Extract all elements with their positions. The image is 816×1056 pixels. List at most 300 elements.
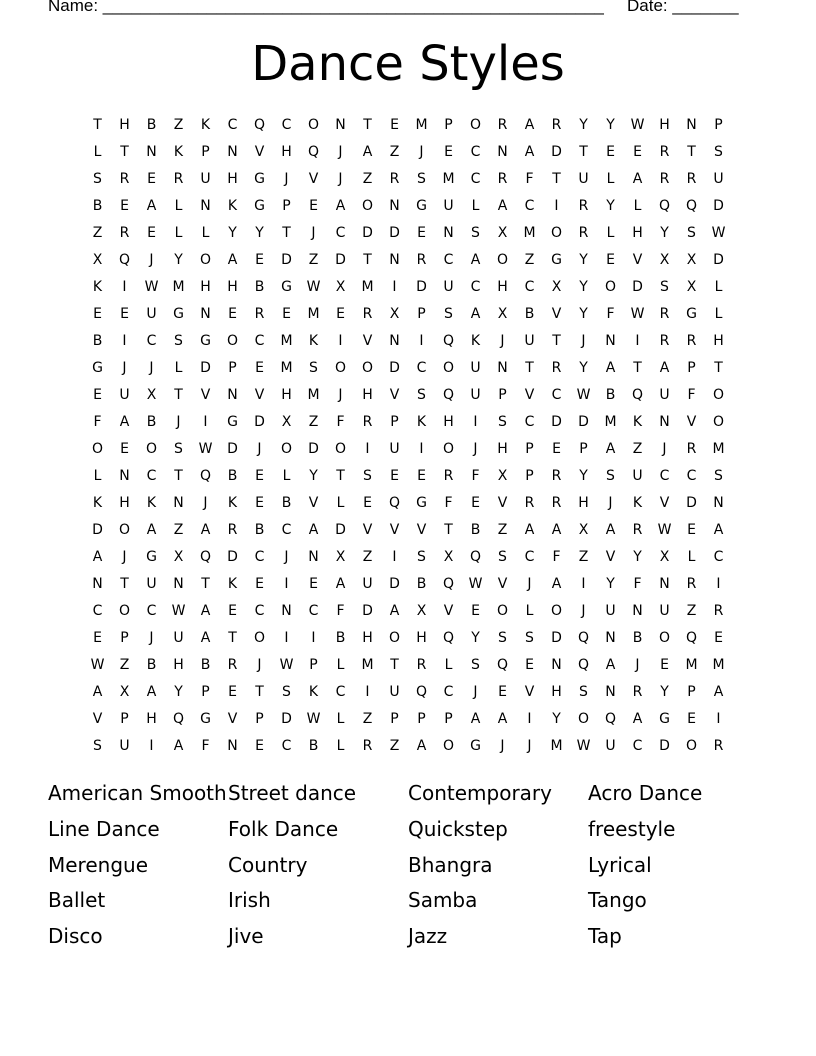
- grid-letter: S: [363, 468, 372, 484]
- grid-letter: Y: [579, 360, 588, 376]
- grid-letter: V: [389, 522, 400, 538]
- grid-letter: T: [579, 144, 588, 160]
- word-search-grid: [84, 112, 732, 760]
- grid-letter: O: [334, 360, 347, 376]
- grid-letter: A: [713, 684, 724, 700]
- grid-letter: I: [419, 333, 424, 349]
- grid-letter: T: [444, 522, 453, 538]
- grid-letter: N: [227, 738, 238, 754]
- grid-letter: X: [92, 252, 103, 268]
- grid-letter: T: [525, 360, 534, 376]
- grid-letter: E: [336, 306, 345, 322]
- grid-row: [84, 598, 732, 625]
- grid-letter: G: [227, 414, 238, 430]
- grid-letter: D: [713, 198, 724, 214]
- grid-letter: T: [633, 360, 642, 376]
- grid-letter: V: [362, 333, 373, 349]
- grid-letter: N: [686, 117, 697, 133]
- grid-letter: R: [713, 603, 724, 619]
- grid-letter: E: [147, 171, 156, 187]
- grid-letter: M: [280, 360, 293, 376]
- grid-letter: D: [227, 549, 238, 565]
- grid-letter: D: [686, 495, 697, 511]
- grid-letter: P: [390, 414, 399, 430]
- grid-letter: V: [254, 387, 265, 403]
- grid-letter: P: [120, 711, 129, 727]
- grid-letter: W: [576, 738, 591, 754]
- grid-letter: P: [201, 684, 210, 700]
- grid-letter: V: [254, 144, 265, 160]
- grid-letter: R: [389, 171, 400, 187]
- grid-letter: A: [605, 657, 616, 673]
- grid-letter: D: [551, 630, 562, 646]
- grid-letter: D: [200, 360, 211, 376]
- grid-letter: E: [633, 144, 642, 160]
- grid-letter: D: [632, 279, 643, 295]
- grid-letter: M: [361, 279, 374, 295]
- grid-letter: F: [471, 468, 480, 484]
- grid-letter: R: [227, 657, 238, 673]
- grid-letter: T: [174, 387, 183, 403]
- grid-letter: R: [416, 252, 427, 268]
- grid-letter: C: [524, 549, 535, 565]
- grid-letter: A: [524, 117, 535, 133]
- grid-letter: P: [255, 711, 264, 727]
- grid-letter: D: [335, 252, 346, 268]
- word-list: [48, 778, 768, 957]
- grid-letter: B: [254, 522, 265, 538]
- grid-letter: Y: [606, 198, 615, 214]
- grid-letter: E: [93, 630, 102, 646]
- grid-row: [84, 274, 732, 301]
- grid-letter: W: [657, 522, 672, 538]
- grid-letter: K: [470, 333, 481, 349]
- grid-letter: A: [200, 603, 211, 619]
- grid-letter: R: [497, 117, 508, 133]
- grid-letter: R: [632, 684, 643, 700]
- grid-letter: J: [473, 684, 478, 700]
- word-list-item: Tap: [588, 924, 622, 949]
- grid-letter: D: [308, 441, 319, 457]
- grid-letter: S: [498, 630, 507, 646]
- grid-letter: N: [335, 117, 346, 133]
- grid-letter: Z: [308, 414, 319, 430]
- grid-letter: T: [336, 468, 345, 484]
- grid-letter: Q: [685, 630, 698, 646]
- grid-letter: J: [284, 171, 289, 187]
- grid-letter: M: [712, 657, 725, 673]
- grid-letter: N: [281, 603, 292, 619]
- grid-letter: O: [199, 252, 212, 268]
- grid-letter: W: [711, 225, 726, 241]
- grid-letter: J: [149, 252, 154, 268]
- grid-letter: W: [576, 387, 591, 403]
- grid-letter: D: [362, 225, 373, 241]
- grid-letter: N: [146, 144, 157, 160]
- grid-letter: M: [172, 279, 185, 295]
- grid-letter: K: [308, 333, 319, 349]
- grid-letter: B: [227, 468, 238, 484]
- grid-letter: M: [685, 657, 698, 673]
- grid-letter: X: [173, 549, 184, 565]
- grid-letter: C: [686, 468, 697, 484]
- grid-letter: U: [362, 576, 373, 592]
- word-list-item: Bhangra: [408, 852, 493, 877]
- grid-letter: C: [281, 738, 292, 754]
- grid-letter: Q: [172, 711, 185, 727]
- grid-letter: G: [254, 171, 265, 187]
- grid-letter: C: [659, 468, 670, 484]
- grid-letter: Q: [442, 630, 455, 646]
- grid-letter: K: [173, 144, 184, 160]
- word-list-item: Disco: [48, 924, 103, 949]
- grid-letter: C: [227, 117, 238, 133]
- grid-letter: H: [362, 630, 373, 646]
- grid-letter: V: [659, 495, 670, 511]
- grid-letter: B: [92, 198, 103, 214]
- grid-letter: E: [444, 144, 453, 160]
- grid-row: [84, 436, 732, 463]
- grid-letter: X: [497, 306, 508, 322]
- grid-letter: Y: [309, 468, 318, 484]
- grid-row: [84, 544, 732, 571]
- grid-letter: C: [146, 333, 157, 349]
- grid-letter: H: [119, 117, 130, 133]
- grid-letter: P: [525, 441, 534, 457]
- grid-letter: O: [91, 441, 104, 457]
- grid-letter: Q: [442, 333, 455, 349]
- grid-letter: K: [146, 495, 157, 511]
- grid-row: [84, 247, 732, 274]
- grid-letter: J: [527, 576, 532, 592]
- grid-letter: V: [92, 711, 103, 727]
- grid-letter: E: [93, 387, 102, 403]
- grid-letter: B: [605, 387, 616, 403]
- grid-letter: O: [712, 387, 725, 403]
- grid-letter: S: [714, 468, 723, 484]
- grid-letter: N: [551, 657, 562, 673]
- grid-letter: D: [281, 252, 292, 268]
- grid-letter: Q: [199, 468, 212, 484]
- grid-letter: J: [149, 630, 154, 646]
- grid-letter: D: [92, 522, 103, 538]
- grid-letter: G: [659, 711, 670, 727]
- grid-letter: A: [362, 144, 373, 160]
- grid-letter: E: [417, 468, 426, 484]
- grid-letter: E: [687, 522, 696, 538]
- grid-letter: E: [255, 252, 264, 268]
- grid-row: [84, 166, 732, 193]
- grid-letter: Z: [497, 522, 508, 538]
- grid-letter: E: [606, 252, 615, 268]
- grid-letter: A: [146, 684, 157, 700]
- grid-letter: L: [714, 306, 723, 322]
- grid-letter: S: [174, 333, 183, 349]
- grid-letter: S: [417, 171, 426, 187]
- grid-letter: J: [500, 738, 505, 754]
- grid-letter: Z: [389, 144, 400, 160]
- grid-letter: A: [470, 252, 481, 268]
- grid-letter: R: [713, 738, 724, 754]
- grid-letter: Y: [579, 279, 588, 295]
- grid-letter: P: [687, 360, 696, 376]
- grid-letter: A: [335, 576, 346, 592]
- grid-letter: D: [362, 603, 373, 619]
- grid-letter: A: [632, 711, 643, 727]
- grid-letter: H: [281, 387, 292, 403]
- grid-letter: N: [605, 630, 616, 646]
- grid-letter: C: [254, 549, 265, 565]
- grid-letter: G: [173, 306, 184, 322]
- grid-letter: B: [146, 657, 157, 673]
- grid-letter: I: [203, 414, 208, 430]
- grid-letter: Y: [255, 225, 264, 241]
- grid-letter: F: [552, 549, 561, 565]
- grid-letter: A: [605, 360, 616, 376]
- grid-letter: I: [365, 684, 370, 700]
- grid-letter: B: [632, 630, 643, 646]
- grid-letter: H: [497, 441, 508, 457]
- grid-letter: N: [227, 144, 238, 160]
- grid-letter: M: [307, 387, 320, 403]
- grid-letter: U: [443, 198, 454, 214]
- grid-letter: G: [146, 549, 157, 565]
- grid-letter: B: [524, 306, 535, 322]
- grid-letter: B: [254, 279, 265, 295]
- grid-letter: T: [282, 225, 291, 241]
- grid-letter: U: [659, 603, 670, 619]
- grid-letter: J: [338, 171, 343, 187]
- grid-letter: W: [630, 306, 645, 322]
- grid-letter: C: [281, 522, 292, 538]
- grid-letter: V: [524, 684, 535, 700]
- grid-letter: O: [145, 441, 158, 457]
- grid-letter: R: [686, 333, 697, 349]
- grid-letter: E: [93, 306, 102, 322]
- grid-letter: H: [632, 225, 643, 241]
- grid-letter: C: [335, 684, 346, 700]
- grid-letter: H: [227, 171, 238, 187]
- grid-letter: R: [659, 171, 670, 187]
- grid-letter: E: [390, 468, 399, 484]
- grid-letter: R: [551, 360, 562, 376]
- grid-letter: E: [147, 225, 156, 241]
- grid-letter: X: [659, 252, 670, 268]
- grid-letter: Z: [632, 441, 643, 457]
- grid-letter: C: [470, 171, 481, 187]
- grid-letter: U: [578, 171, 589, 187]
- grid-letter: T: [552, 171, 561, 187]
- word-list-item: Tango: [588, 888, 647, 913]
- grid-letter: S: [471, 225, 480, 241]
- grid-letter: R: [254, 306, 265, 322]
- grid-letter: M: [604, 414, 617, 430]
- grid-letter: A: [146, 522, 157, 538]
- grid-letter: F: [336, 414, 345, 430]
- grid-letter: R: [362, 414, 373, 430]
- word-list-item: Jazz: [408, 924, 448, 949]
- grid-letter: I: [419, 441, 424, 457]
- grid-letter: G: [416, 198, 427, 214]
- grid-letter: N: [659, 414, 670, 430]
- grid-letter: E: [120, 306, 129, 322]
- grid-letter: N: [92, 576, 103, 592]
- grid-letter: R: [659, 306, 670, 322]
- grid-letter: R: [686, 171, 697, 187]
- grid-letter: L: [336, 738, 345, 754]
- grid-letter: M: [415, 117, 428, 133]
- grid-letter: I: [338, 333, 343, 349]
- grid-letter: D: [335, 522, 346, 538]
- grid-letter: X: [686, 252, 697, 268]
- grid-letter: U: [119, 738, 130, 754]
- grid-letter: O: [550, 225, 563, 241]
- grid-letter: S: [309, 360, 318, 376]
- grid-letter: O: [442, 360, 455, 376]
- grid-letter: N: [119, 468, 130, 484]
- grid-letter: V: [200, 387, 211, 403]
- grid-letter: A: [389, 603, 400, 619]
- grid-letter: C: [146, 468, 157, 484]
- grid-letter: O: [361, 198, 374, 214]
- grid-letter: U: [119, 387, 130, 403]
- grid-letter: P: [417, 711, 426, 727]
- grid-letter: G: [686, 306, 697, 322]
- grid-letter: S: [471, 657, 480, 673]
- grid-letter: Q: [118, 252, 131, 268]
- grid-letter: I: [716, 711, 721, 727]
- grid-letter: D: [551, 144, 562, 160]
- grid-letter: L: [606, 171, 615, 187]
- grid-letter: N: [605, 684, 616, 700]
- grid-letter: J: [662, 441, 667, 457]
- grid-letter: Y: [579, 306, 588, 322]
- grid-letter: Y: [471, 630, 480, 646]
- grid-letter: H: [146, 711, 157, 727]
- grid-letter: T: [714, 360, 723, 376]
- grid-letter: A: [551, 576, 562, 592]
- grid-letter: N: [200, 198, 211, 214]
- grid-letter: S: [606, 468, 615, 484]
- grid-letter: P: [444, 711, 453, 727]
- grid-letter: O: [307, 117, 320, 133]
- grid-letter: X: [389, 306, 400, 322]
- grid-letter: P: [282, 198, 291, 214]
- grid-letter: A: [524, 522, 535, 538]
- grid-letter: W: [306, 711, 321, 727]
- grid-letter: P: [687, 684, 696, 700]
- grid-letter: O: [577, 711, 590, 727]
- grid-letter: N: [659, 576, 670, 592]
- grid-letter: D: [659, 738, 670, 754]
- grid-letter: E: [390, 117, 399, 133]
- grid-letter: E: [552, 441, 561, 457]
- grid-letter: L: [336, 711, 345, 727]
- grid-letter: Y: [228, 225, 237, 241]
- grid-letter: U: [146, 576, 157, 592]
- grid-letter: V: [308, 495, 319, 511]
- word-list-item: Country: [228, 852, 308, 877]
- grid-letter: C: [524, 414, 535, 430]
- grid-row: [84, 706, 732, 733]
- grid-letter: R: [227, 522, 238, 538]
- grid-letter: A: [497, 711, 508, 727]
- grid-letter: K: [92, 279, 103, 295]
- grid-letter: M: [442, 171, 455, 187]
- grid-letter: Z: [173, 117, 184, 133]
- grid-letter: H: [443, 414, 454, 430]
- grid-letter: H: [362, 387, 373, 403]
- grid-letter: N: [389, 252, 400, 268]
- grid-letter: J: [581, 603, 586, 619]
- grid-letter: Z: [578, 549, 589, 565]
- grid-letter: V: [227, 711, 238, 727]
- grid-letter: J: [149, 360, 154, 376]
- grid-letter: Y: [579, 252, 588, 268]
- grid-letter: E: [255, 468, 264, 484]
- grid-letter: O: [280, 441, 293, 457]
- grid-letter: S: [444, 306, 453, 322]
- grid-letter: C: [92, 603, 103, 619]
- grid-letter: L: [336, 657, 345, 673]
- grid-letter: N: [200, 306, 211, 322]
- grid-letter: L: [525, 603, 534, 619]
- grid-letter: E: [363, 495, 372, 511]
- grid-letter: H: [578, 495, 589, 511]
- grid-letter: V: [308, 171, 319, 187]
- grid-letter: U: [200, 171, 211, 187]
- grid-letter: R: [578, 225, 589, 241]
- grid-letter: S: [498, 414, 507, 430]
- grid-letter: Y: [606, 117, 615, 133]
- grid-letter: W: [306, 279, 321, 295]
- grid-letter: A: [551, 522, 562, 538]
- grid-letter: D: [254, 414, 265, 430]
- grid-letter: Z: [362, 711, 373, 727]
- grid-letter: U: [713, 171, 724, 187]
- grid-letter: A: [470, 711, 481, 727]
- grid-letter: J: [203, 495, 208, 511]
- grid-letter: A: [200, 522, 211, 538]
- grid-letter: U: [524, 333, 535, 349]
- grid-letter: L: [93, 144, 102, 160]
- grid-letter: X: [659, 549, 670, 565]
- grid-letter: X: [335, 279, 346, 295]
- grid-letter: N: [308, 549, 319, 565]
- grid-letter: C: [416, 360, 427, 376]
- grid-letter: R: [659, 333, 670, 349]
- grid-letter: M: [550, 738, 563, 754]
- grid-letter: E: [417, 225, 426, 241]
- grid-letter: A: [605, 522, 616, 538]
- grid-letter: A: [146, 198, 157, 214]
- word-list-item: Ballet: [48, 888, 106, 913]
- grid-letter: T: [174, 468, 183, 484]
- grid-letter: O: [442, 738, 455, 754]
- grid-letter: V: [686, 414, 697, 430]
- grid-letter: P: [309, 657, 318, 673]
- grid-letter: R: [551, 468, 562, 484]
- grid-letter: V: [497, 576, 508, 592]
- grid-letter: N: [713, 495, 724, 511]
- grid-letter: E: [714, 630, 723, 646]
- grid-letter: K: [227, 495, 238, 511]
- grid-letter: E: [228, 684, 237, 700]
- grid-letter: R: [686, 441, 697, 457]
- grid-letter: S: [282, 684, 291, 700]
- grid-letter: E: [471, 495, 480, 511]
- grid-letter: X: [443, 549, 454, 565]
